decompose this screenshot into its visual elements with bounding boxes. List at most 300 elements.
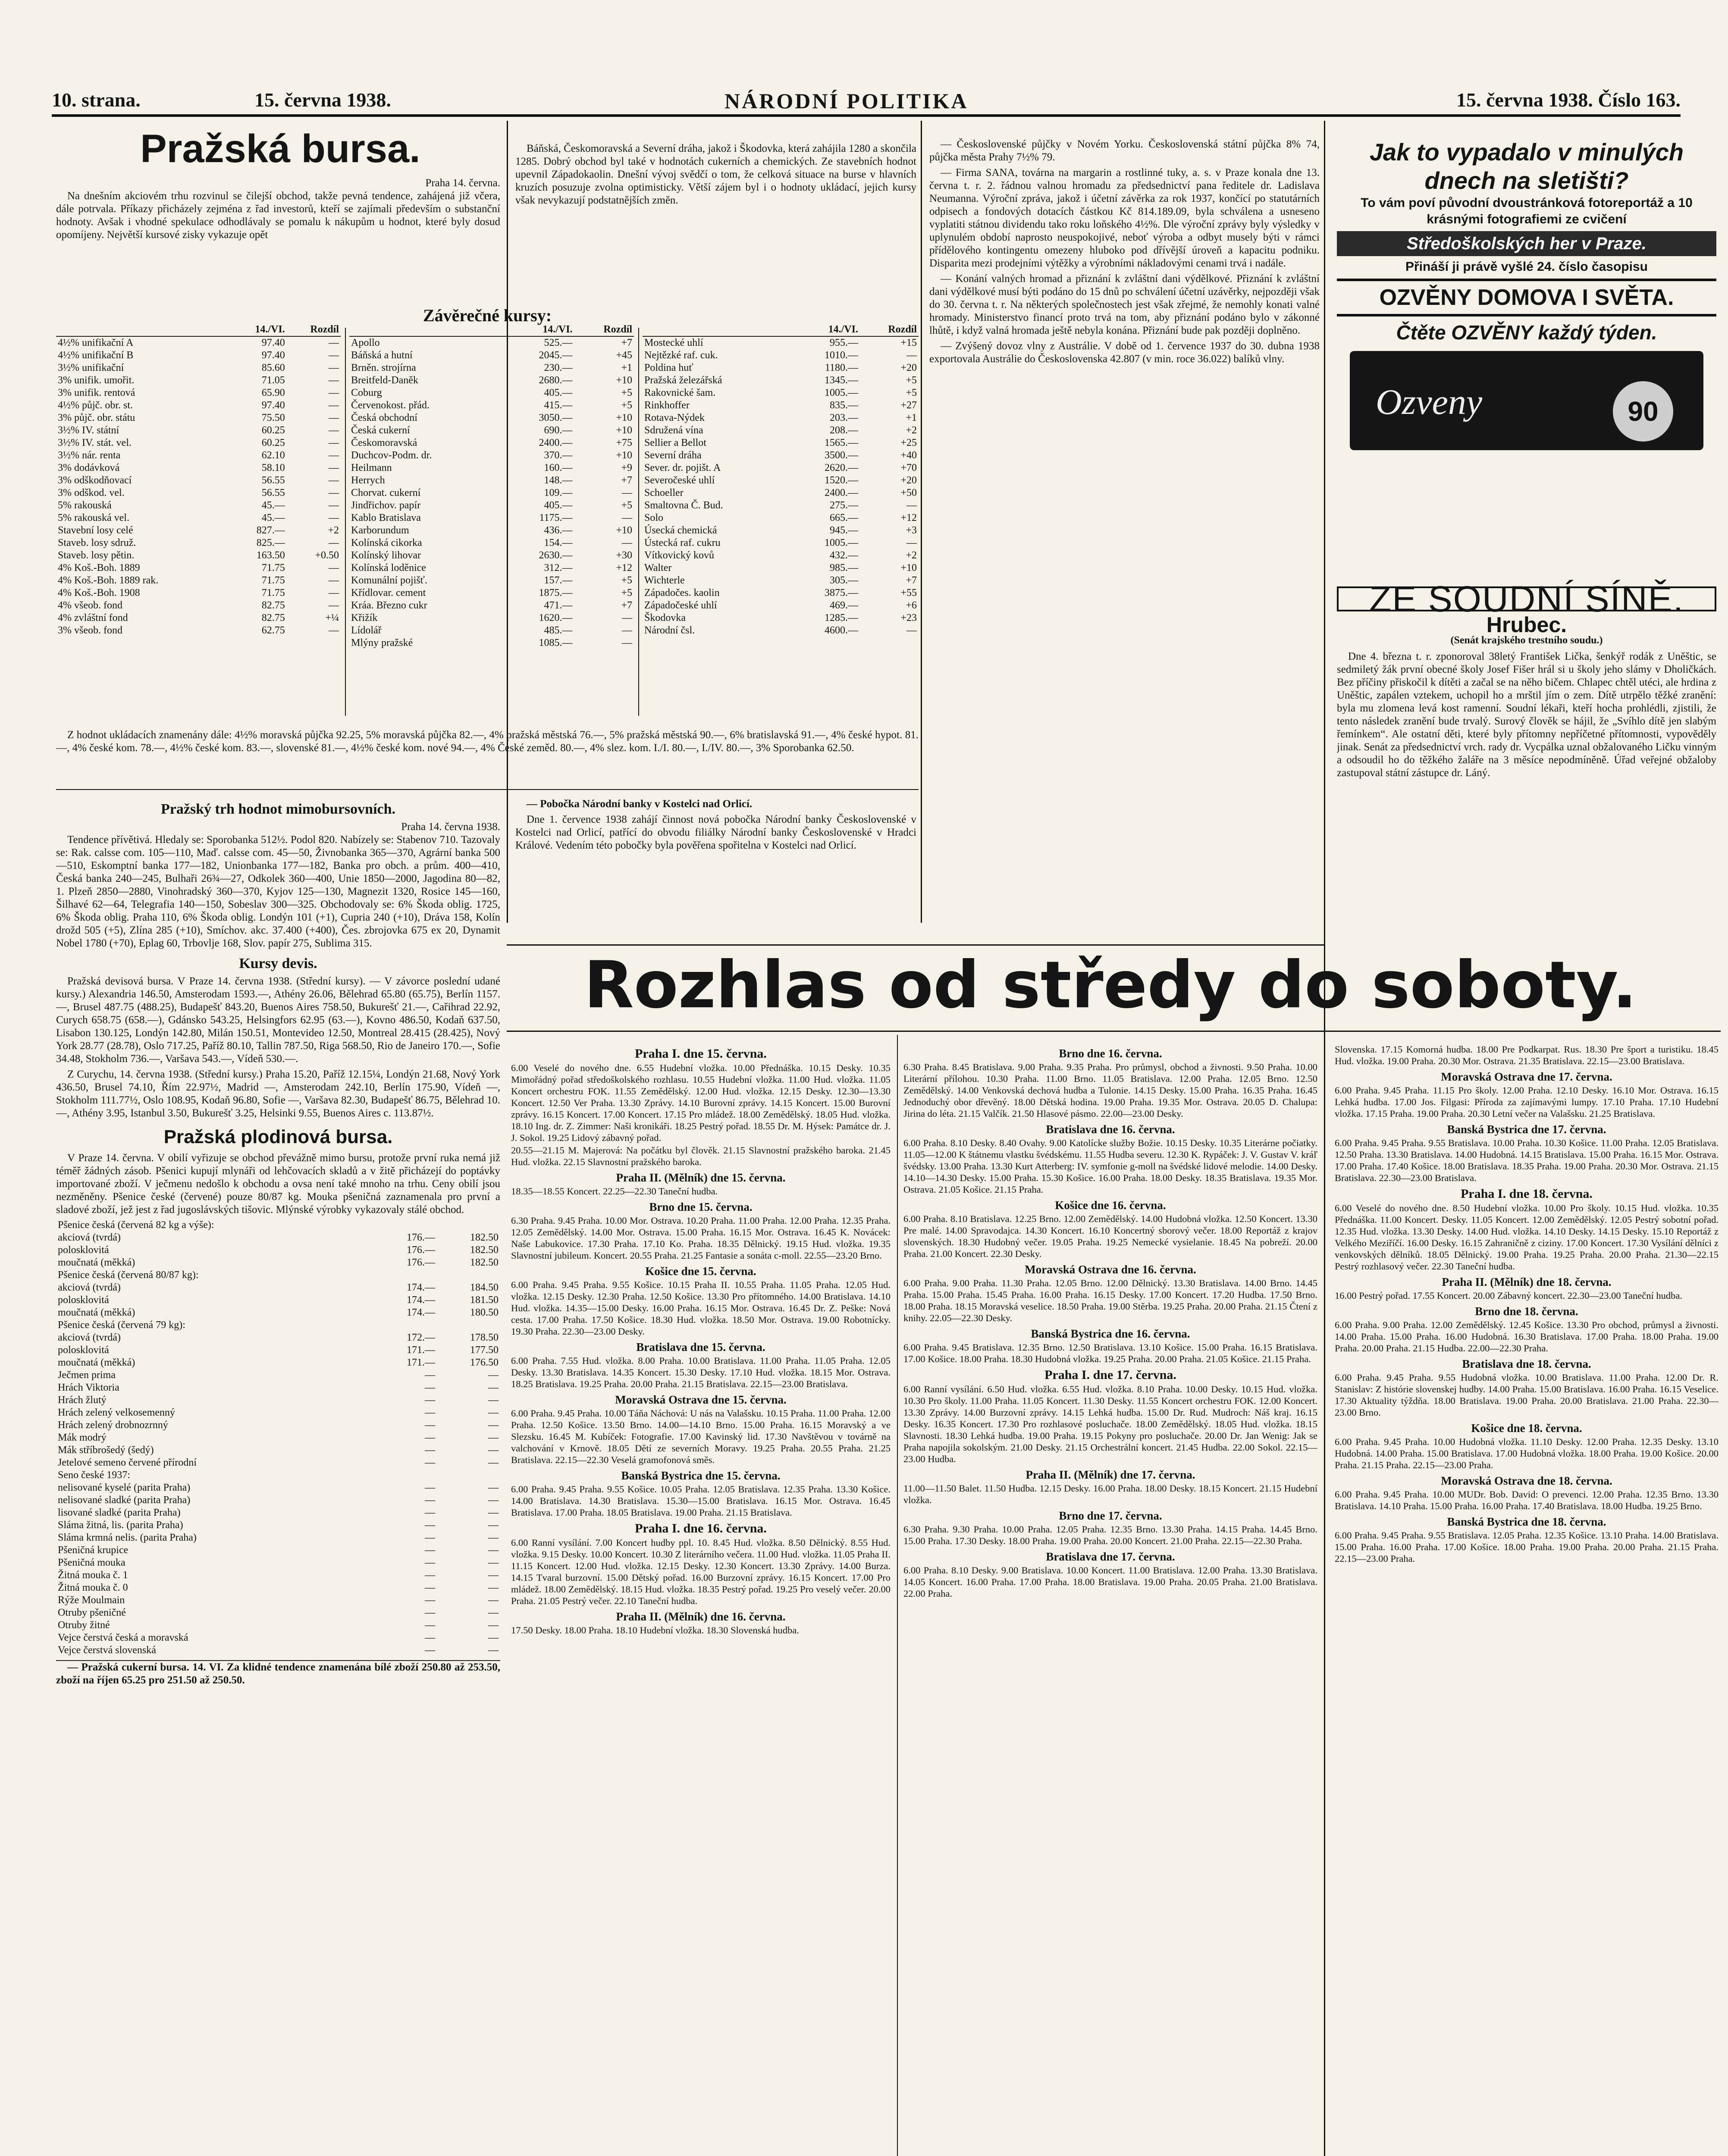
table-row bbox=[56, 612, 341, 624]
quote-value: 2045.— bbox=[539, 350, 573, 361]
bursa-intro bbox=[56, 177, 500, 302]
security-name: 3½% IV. stát. vel. bbox=[58, 437, 132, 448]
quote-value: 163.50 bbox=[256, 550, 285, 561]
quote-value: 174.— bbox=[406, 1282, 435, 1293]
radio-station-heading: Banská Bystrica dne 15. června. bbox=[621, 1469, 781, 1482]
security-name: Národní čsl. bbox=[644, 625, 695, 636]
radio-station-heading: Moravská Ostrava dne 16. června. bbox=[1025, 1263, 1196, 1276]
radio-station-heading: Bratislava dne 16. června. bbox=[1046, 1123, 1175, 1136]
quote-value: — bbox=[424, 1395, 435, 1406]
table-row bbox=[56, 1282, 500, 1294]
quote-value: 176.— bbox=[406, 1257, 435, 1268]
table-row bbox=[349, 499, 634, 512]
quote-value: 60.25 bbox=[261, 425, 285, 436]
table-row bbox=[349, 424, 634, 437]
security-name: Rinkhoffer bbox=[644, 400, 690, 411]
table-header-cell: Rozdíl bbox=[860, 323, 919, 336]
quote-value: 85.60 bbox=[261, 362, 285, 373]
mimobursovni-text: Tendence přívětivá. Hledaly se: Sporobanka 512½. Podol 820. Nabízely se: Stabenov 710. Tazovaly se: Rak. calsse com. 105—110, Maď. calsse com. 45—50, Živnobanka 365—370, Agrární banka 500—510, Eskomptní banka 177—182, Unionbanka 177—182, Banka pro obch. a prům. 400—410, Česká banka 240—245, Bulhaři 26¾—27, Odkolek 360—400, Unie 1850—2000, Jagodina 80—82, 1. Plzeň 2850—2880, Vinohradský 360—370, Kyjov 125—130, Magnezit 1320, Rosice 145—160, Šilhavé 62—64, Telegrafia 140—150, Sobeslav 300—325. Obchodovaly se: 6% Škoda oblig. 1725, 6% Škoda oblig. Praha 110, 6% Škoda oblig. Londýn 101 (+1), Cupria 240 (+10), Dráva 158, Kolín drožd 505 (+5), Zlína 285 (+10), Smíchov. akc. 37.400 (+400), Čes. zbrojovka 675 ex 20, Dynamit Nobel 1780 (+70), Eplag 60, Trbovlje 168, Slov. papír 275, Sublima 315. bbox=[56, 834, 500, 949]
bursa-note bbox=[56, 729, 919, 785]
table-row bbox=[56, 1357, 500, 1369]
security-name: polosklovitá bbox=[58, 1294, 109, 1306]
quote-value: +10 bbox=[616, 375, 632, 386]
quote-value: — bbox=[622, 625, 632, 636]
quote-value: 312.— bbox=[544, 562, 573, 573]
security-name: Škodovka bbox=[644, 612, 686, 624]
ozveny-advert bbox=[1337, 138, 1716, 457]
quote-value: 62.75 bbox=[261, 625, 285, 636]
table-row bbox=[643, 512, 919, 524]
quote-value: — bbox=[424, 1432, 435, 1443]
column-divider bbox=[1324, 121, 1325, 2156]
quote-value: 65.90 bbox=[261, 387, 285, 398]
radio-station-heading: Praha II. (Mělník) dne 15. června. bbox=[616, 1171, 786, 1184]
security-name: Česká obchodní bbox=[351, 412, 417, 423]
radio-program: 18.35—18.55 Koncert. 22.25—22.30 Taneční hudba. bbox=[511, 1186, 718, 1197]
radio-station-heading: Brno dne 18. června. bbox=[1475, 1305, 1578, 1318]
security-name: akciová (tvrdá) bbox=[58, 1232, 121, 1243]
quote-value bbox=[373, 1269, 437, 1282]
table-row bbox=[643, 437, 919, 449]
radio-station-heading: Brno dne 16. června. bbox=[1059, 1047, 1162, 1060]
table-row bbox=[643, 474, 919, 487]
quote-value: — bbox=[488, 1445, 499, 1456]
radio-column-2 bbox=[903, 1044, 1317, 2156]
quote-value: +23 bbox=[900, 612, 917, 624]
security-name: polosklovitá bbox=[58, 1344, 109, 1356]
bursa-intro-text: Na dnešním akciovém trhu rozvinul se čilejší obchod, takže pevná tendence, zahájená již včera, dále potrvala. Příkazy přicházely zejména z řad investorů, kteří se zajímali především o substanční hodnoty. Avšak i vhodné spekulace odhodlávaly se pomalu k nákupům u hodnot, které byly dosud opomíjeny. Největší kursové zisky vykazuje opět bbox=[56, 190, 500, 241]
table-row bbox=[56, 1594, 500, 1607]
table-row bbox=[56, 336, 341, 349]
quote-value: — bbox=[488, 1432, 499, 1443]
quote-value: — bbox=[488, 1395, 499, 1406]
table-row bbox=[56, 549, 341, 562]
radio-rule bbox=[507, 1031, 1721, 1032]
table-row bbox=[56, 412, 341, 424]
quote-value: — bbox=[329, 350, 339, 361]
security-name: Hrách zelený velkosemenný bbox=[58, 1407, 175, 1418]
quote-value: +10 bbox=[900, 562, 917, 573]
security-name: 4% Koš.-Boh. 1908 bbox=[58, 587, 140, 599]
quote-value: 56.55 bbox=[261, 475, 285, 486]
radio-program: 6.00 Praha. 9.45 Praha. 10.00 MUDr. Bob. David: O prevenci. 12.00 Praha. 12.35 Brno. 13.30 Bratislava. 14.10 Praha. 15.00 Praha. 16.00 Praha. 17.40 Bratislava. 18.00 Hudba. 19.25 Brno. bbox=[1335, 1489, 1719, 1511]
quote-value: 45.— bbox=[261, 500, 285, 511]
security-name: 3% dodávková bbox=[58, 462, 120, 473]
ozveny-logo: Ozveny bbox=[1376, 382, 1483, 422]
quote-value bbox=[437, 1469, 500, 1482]
quote-value: 835.— bbox=[829, 400, 858, 411]
table-row bbox=[349, 524, 634, 537]
radio-program: 6.00 Ranní vysílání. 6.50 Hud. vložka. 6.55 Hud. vložka. 8.10 Praha. 10.00 Desky. 10.15 Hud. vložka. 10.30 Pro školy. 11.00 Praha. 11.05 Koncert. 11.30 Desky. 11.55 Koncert orchestru FOK. 12.00 Koncert. 13.30 Zprávy. 14.00 Burzovní zprávy. 14.15 Lehká hudba. 15.00 Dr. Rud. Mudroch: Náš kraj. 16.15 Desky. 16.35 Koncert. 17.30 Pro rozhlasové posluchače. 18.00 Zemědělský. 18.05 Hud. vložka. 18.15 Slavnosti. 18.30 Lehká hudba. 19.00 Praha. 19.15 Pokyny pro posluchače. 20.00 Dr. Jan Wenig: Jak se Praha napojila sokolským. 21.00 Desky. 21.15 Orchestrální koncert. 21.45 Hudba. 22.00 Sokol. 22.15—23.00 Hudba. bbox=[903, 1384, 1317, 1464]
security-name: Lídolář bbox=[351, 625, 382, 636]
quote-value: — bbox=[488, 1532, 499, 1543]
table-header-cell: Rozdíl bbox=[574, 323, 634, 336]
quote-value: — bbox=[488, 1482, 499, 1493]
notice-pujcky: — Československé půjčky v Novém Yorku. Československá státní půjčka 8% 74, půjčka města Prahy 7½% 79. bbox=[929, 138, 1320, 163]
bursa-intro-2 bbox=[515, 142, 916, 302]
table-row bbox=[349, 462, 634, 474]
quote-value: 58.10 bbox=[261, 462, 285, 473]
quote-value: +12 bbox=[900, 512, 917, 523]
radio-program: 6.00 Praha. 9.45 Praha. 11.15 Pro školy. 12.00 Praha. 12.10 Desky. 16.10 Mor. Ostrava. 16.15 Lehká hudba. 17.00 Jos. Filgasi: Příroda za zajímavými lumpy. 17.10 Praha. 17.10 Hudební vložka. 17.15 Praha. 19.00 Praha. 20.30 Letní večer na Valašsku. 21.25 Bratislava. bbox=[1335, 1085, 1719, 1119]
quote-value: 3875.— bbox=[824, 587, 858, 599]
quote-value: — bbox=[488, 1595, 499, 1606]
quote-value: — bbox=[329, 600, 339, 611]
security-name: Sláma krmná nelis. (parita Praha) bbox=[58, 1532, 197, 1543]
table-row bbox=[349, 512, 634, 524]
quote-value: +10 bbox=[616, 425, 632, 436]
radio-program: 6.00 Praha. 9.45 Praha. 9.55 Hudobná vložka. 10.00 Bratislava. 11.00 Praha. 12.00 Dr. R. Stanislav: Z histórie slovenskej hudby. 14.00 Praha. 15.00 Bratislava. 16.00 Praha. 16.15 Veselice. 17.30 Aktuality týždňa. 18.00 Bratislava. 19.00 Praha. 20.00 Bratislava. 21.00 Praha. 22.30—23.00 Brno. bbox=[1335, 1372, 1719, 1418]
table-row bbox=[349, 412, 634, 424]
quote-value: +30 bbox=[616, 550, 632, 561]
pobocka-article bbox=[515, 798, 916, 936]
quote-value: — bbox=[906, 537, 917, 548]
security-name: Kolínská loděnice bbox=[351, 562, 426, 573]
quote-value: 3500.— bbox=[824, 450, 858, 461]
bursa-dateline: Praha 14. června. bbox=[425, 177, 500, 189]
radio-station-heading: Moravská Ostrava dne 17. června. bbox=[1441, 1070, 1612, 1083]
table-row bbox=[56, 1482, 500, 1494]
quote-value: 2400.— bbox=[539, 437, 573, 448]
table-row bbox=[643, 487, 919, 499]
table-row bbox=[349, 387, 634, 399]
table-row bbox=[56, 1419, 500, 1432]
security-name: Wichterle bbox=[644, 575, 685, 586]
security-name: Poldina huť bbox=[644, 362, 693, 373]
ad-magazine-name: OZVĚNY DOMOVA I SVĚTA. bbox=[1337, 279, 1716, 317]
quote-value: 203.— bbox=[829, 412, 858, 423]
quote-value: 45.— bbox=[261, 512, 285, 523]
header-date-issue: 15. června 1938. Číslo 163. bbox=[1456, 89, 1681, 111]
quote-value: 60.25 bbox=[261, 437, 285, 448]
table-row bbox=[643, 562, 919, 574]
quote-value: 82.75 bbox=[261, 612, 285, 624]
quote-value: +5 bbox=[906, 375, 917, 386]
quote-value: — bbox=[329, 387, 339, 398]
quote-value: 148.— bbox=[544, 475, 573, 486]
security-name: Báňská a hutní bbox=[351, 350, 413, 361]
ad-question: Jak to vypadalo v minulých dnech na sletišti? bbox=[1369, 138, 1684, 194]
security-name: 5% rakouská vel. bbox=[58, 512, 129, 523]
quote-value: — bbox=[488, 1520, 499, 1531]
quote-value: — bbox=[424, 1595, 435, 1606]
table-row bbox=[56, 399, 341, 412]
cukerni-bursa: — Pražská cukerní bursa. 14. VI. Za klidné tendence znamenána bílé zboží 250.80 až 253.50, zboží na říjen 65.25 pro 251.50 až 250.50. bbox=[56, 1661, 500, 1686]
security-name: Českomoravská bbox=[351, 437, 417, 448]
table-row bbox=[56, 1407, 500, 1419]
table-header-cell bbox=[643, 323, 792, 336]
price-badge: 90 bbox=[1613, 381, 1673, 442]
quote-value: 471.— bbox=[544, 600, 573, 611]
table-row bbox=[349, 549, 634, 562]
security-name: nelisované sladké (parita Praha) bbox=[58, 1495, 191, 1506]
security-name: polosklovitá bbox=[58, 1244, 109, 1256]
security-name: Křižík bbox=[351, 612, 378, 624]
radio-column-1 bbox=[511, 1044, 891, 2156]
quote-value: — bbox=[622, 512, 632, 523]
quote-value: 174.— bbox=[406, 1307, 435, 1318]
security-name: Pražská železářská bbox=[644, 375, 722, 386]
quote-value: 985.— bbox=[829, 562, 858, 573]
quote-value: — bbox=[329, 500, 339, 511]
radio-program: 6.00 Praha. 9.45 Praha. 9.55 Bratislava. 10.00 Praha. 10.30 Košice. 11.00 Praha. 12.05 Bratislava. 12.50 Praha. 13.30 Bratislava. 14.00 Hudobná. 14.15 Bratislava. 15.00 Praha. 16.15 Mor. Ostrava. 17.00 Praha. 17.40 Košice. 18.00 Bratislava. 18.35 Praha. 19.00 Praha. 20.30 Mor. Ostrava. 21.15 Bratislava. 22.30—23.00 Bratislava. bbox=[1335, 1138, 1719, 1183]
security-name: moučnatá (měkká) bbox=[58, 1357, 135, 1368]
table-row bbox=[56, 1394, 500, 1407]
security-name: Hrách zelený drobnozrnný bbox=[58, 1420, 168, 1431]
quote-value: +2 bbox=[906, 550, 917, 561]
quote-value: — bbox=[329, 475, 339, 486]
radio-program: 6.00 Praha. 9.45 Praha. 9.55 Bratislava. 12.05 Praha. 12.35 Košice. 13.10 Praha. 14.00 Bratislava. 15.00 Praha. 16.00 Praha. 17.00 Košice. 18.00 Praha. 19.00 Praha. 20.00 Praha. 21.15 Praha. 22.15—23.00 Praha. bbox=[1335, 1530, 1719, 1564]
security-name: Sellier a Bellot bbox=[644, 437, 706, 448]
security-name: Pšenice česká (červená 80/87 kg): bbox=[58, 1269, 199, 1281]
quote-value: 2680.— bbox=[539, 375, 573, 386]
radio-program: 6.00 Praha. 9.45 Praha. 10.00 Hudobná vložka. 11.10 Desky. 12.00 Praha. 12.35 Desky. 13.10 Hudobná. 14.00 Praha. 15.00 Bratislava. 17.00 Hudobná vložka. 18.00 Praha. 19.00 Košice. 20.00 Praha. 21.15 Praha. 22.15—23.00 Praha. bbox=[1335, 1436, 1719, 1470]
table-row bbox=[56, 1257, 500, 1269]
security-name: Stavební losy celé bbox=[58, 525, 133, 536]
table-row bbox=[56, 1269, 500, 1282]
quote-value: +7 bbox=[621, 475, 632, 486]
court-title: ZE SOUDNÍ SÍNĚ. bbox=[1369, 579, 1684, 619]
table-row bbox=[56, 1519, 500, 1532]
security-name: Kolínský lihovar bbox=[351, 550, 421, 561]
quote-value: +5 bbox=[621, 575, 632, 586]
security-name: 3½% unifikační bbox=[58, 362, 124, 373]
quote-value: 305.— bbox=[829, 575, 858, 586]
table-row bbox=[349, 349, 634, 362]
table-row bbox=[643, 549, 919, 562]
quote-value: 181.50 bbox=[470, 1294, 499, 1306]
radio-program: 6.00 Veselé do nového dne. 6.55 Hudební vložka. 10.00 Přednáška. 10.15 Desky. 10.35 Mimořádný pořad středoškolského rozhlasu. 10.55 Hudební vložka. 11.00 Hud. vložka. 11.05 Koncert orchestru FOK. 11.55 Zemědělský. 12.00 Hud. vložka. 12.15 Desky. 12.30—13.30 Koncert. 12.50 Ver Praha. 13.30 Zprávy. 14.10 Burovní zprávy. 14.15 Koncert. 15.00 Burovní zprávy. 16.15 Koncert. 17.00 Koncert. 17.15 Pro mládež. 18.00 Zemědělský. 18.05 Hud. vložka. 18.10 Ing. dr. Z. Zimmer: Naši kronikáři. 18.25 Pestrý pořad. 18.55 Dr. M. Hýsek: Památce dr. J. J. Sokol. 19.25 Lidový zábavný pořad. bbox=[511, 1062, 891, 1143]
quote-value: 3050.— bbox=[539, 412, 573, 423]
security-name: Duchcov-Podm. dr. bbox=[351, 450, 432, 461]
table-row bbox=[349, 474, 634, 487]
quote-value: — bbox=[906, 500, 917, 511]
quote-value: — bbox=[488, 1407, 499, 1418]
quotes-table bbox=[349, 323, 634, 649]
quote-value: — bbox=[424, 1495, 435, 1506]
table-row bbox=[56, 349, 341, 362]
quote-value: 436.— bbox=[544, 525, 573, 536]
radio-program: 6.00 Praha. 9.45 Praha. 9.55 Košice. 10.15 Praha II. 10.55 Praha. 11.05 Praha. 12.05 Hud. vložka. 12.15 Desky. 12.30 Praha. 12.50 Košice. 13.30 Pro přítomného. 14.00 Bratislava. 14.10 Hud. vložka. 14.35—15.00 Desky. 16.00 Praha. 16.15 Mor. Ostrava. 16.45 Dr. Z. Peške: Nová cesta. 17.00 Praha. 17.50 Košice. 18.30 Hud. vložka. 18.50 Mor. Ostrava. 19.00 Robotnícky. 19.30 Praha. 22.30—23.00 Desky. bbox=[511, 1279, 891, 1337]
table-row bbox=[56, 387, 341, 399]
zaver-title: Závěrečné kursy: bbox=[423, 306, 552, 325]
quote-value bbox=[437, 1269, 500, 1282]
quote-value: — bbox=[488, 1507, 499, 1518]
quote-value: 1005.— bbox=[824, 387, 858, 398]
quote-value: 71.75 bbox=[261, 562, 285, 573]
security-name: Žitná mouka č. 0 bbox=[58, 1582, 128, 1593]
quote-value: +7 bbox=[621, 600, 632, 611]
table-header-cell: 14./VI. bbox=[231, 323, 287, 336]
radio-program: 20.55—21.15 M. Majerová: Na počátku byl člověk. 21.15 Slavnostní pražského baroka. 21.45 Hud. vložka. 22.15 Slavnostní pražského baroka. bbox=[511, 1145, 891, 1167]
devisy-text-2: Z Curychu, 14. června 1938. (Střední kursy.) Praha 15.20, Paříž 12.15¼, Londýn 21.68, Nový York 436.50, Brusel 74.10, Řím 22.97½, Madrid —, Amsterodam 242.10, Berlín 175.90, Vídeň —, Stokholm 111.77½, Oslo 108.95, Kodaň 96.80, Sofie —, Varšava 82.30, Budapešť 86.75, Bělehrad 10.—, Athény 3.95, Istanbul 3.50, Bukurešť 3.25, Helsinki 9.55, Buenos Aires c. 113.87½. bbox=[56, 1069, 500, 1119]
security-name: 4½% půjč. obr. st. bbox=[58, 400, 133, 411]
quote-value: 1005.— bbox=[824, 537, 858, 548]
security-name: 3% půjč. obr. státu bbox=[58, 412, 135, 423]
radio-station-heading: Bratislava dne 18. června. bbox=[1462, 1357, 1591, 1370]
notice-vlna: — Zvýšený dovoz vlny z Austrálie. V době od 1. července 1937 do 30. dubna 1938 exportovala Austrálie do Československa 42.807 (v min. roce 36.022) balíků vlny. bbox=[929, 340, 1320, 365]
security-name: 3% odškodňovací bbox=[58, 475, 132, 486]
quote-value: 176.— bbox=[406, 1244, 435, 1256]
pobocka-text: Dne 1. července 1938 zahájí činnost nová pobočka Národní banky Československé v Kostelci nad Orlicí, patřící do obvodu filiálky Národní banky Československé v Hradci Králové. Vedením této pobočky byla pověřena spořitelna v Kostelci nad Orlicí. bbox=[515, 814, 916, 851]
security-name: Pšeničná mouka bbox=[58, 1557, 125, 1568]
table-row bbox=[643, 449, 919, 462]
quote-value: — bbox=[622, 537, 632, 548]
quote-value: 160.— bbox=[544, 462, 573, 473]
court-column bbox=[1337, 569, 1716, 940]
quote-value: 177.50 bbox=[470, 1344, 499, 1356]
quote-value: — bbox=[329, 487, 339, 498]
quote-value: 1620.— bbox=[539, 612, 573, 624]
security-name: Vejce čerstvá slovenská bbox=[58, 1645, 156, 1656]
quote-value: +5 bbox=[621, 500, 632, 511]
quote-value: 172.— bbox=[406, 1332, 435, 1343]
radio-station-heading: Praha II. (Mělník) dne 16. června. bbox=[616, 1610, 786, 1623]
table-header-cell bbox=[349, 323, 505, 336]
radio-station-heading: Košice dne 16. června. bbox=[1055, 1199, 1166, 1212]
radio-station-heading: Bratislava dne 15. června. bbox=[636, 1341, 765, 1354]
quote-value: 432.— bbox=[829, 550, 858, 561]
quote-value: 485.— bbox=[544, 625, 573, 636]
radio-day-heading: Praha I. dne 16. června. bbox=[635, 1521, 767, 1536]
quote-value: — bbox=[424, 1632, 435, 1643]
quote-value: — bbox=[424, 1520, 435, 1531]
quote-value: 1085.— bbox=[539, 637, 573, 649]
quote-value: — bbox=[488, 1495, 499, 1506]
quote-value: 230.— bbox=[544, 362, 573, 373]
quote-value: +2 bbox=[328, 525, 339, 536]
security-name: Rakovnické šam. bbox=[644, 387, 716, 398]
table-row bbox=[56, 1232, 500, 1244]
quote-value: 955.— bbox=[829, 337, 858, 348]
security-name: Pšenice česká (červená 82 kg a výše): bbox=[58, 1219, 214, 1231]
quote-value: — bbox=[424, 1382, 435, 1393]
table-row bbox=[56, 499, 341, 512]
table-row bbox=[56, 1507, 500, 1519]
radio-program: 6.00 Praha. 9.00 Praha. 11.30 Praha. 12.05 Brno. 12.00 Dělnický. 13.30 Bratislava. 14.00 Brno. 14.45 Praha. 15.00 Praha. 15.45 Praha. 16.00 Praha. 16.15 Desky. 17.00 Koncert. 17.20 Hudba. 17.50 Brno. 18.00 Praha. 18.15 Moravská veselice. 18.50 Praha. 19.00 Stěrba. 19.25 Praha. 20.00 Praha. 21.15 Čtení z knihy. 22.05—22.30 Desky. bbox=[903, 1278, 1317, 1323]
plodinova-title: Pražská plodinová bursa. bbox=[163, 1126, 393, 1147]
quote-value: — bbox=[622, 612, 632, 624]
table-header-cell: Rozdíl bbox=[287, 323, 341, 336]
table-row bbox=[349, 374, 634, 387]
quote-value: +10 bbox=[616, 412, 632, 423]
quote-value: 176.50 bbox=[470, 1357, 499, 1368]
radio-station-heading: Praha II. (Mělník) dne 17. června. bbox=[1026, 1468, 1195, 1481]
table-row bbox=[643, 524, 919, 537]
quote-value: 178.50 bbox=[470, 1332, 499, 1343]
quote-value: 665.— bbox=[829, 512, 858, 523]
table-row bbox=[56, 1344, 500, 1357]
devisy-text: Pražská devisová bursa. V Praze 14. června 1938. (Střední kursy). — V závorce poslední udané kursy.) Alexandria 146.50, Amsterodam 1593.—, Athény 26.06, Bělehrad 65.80 (65.75), Berlín 1157.—, Brusel 487.75 (488.25), Budapešť 843.20, Buenos Aires 758.50, Bukurešť 21.—, Cařihrad 22.92, Curych 658.75 (658.—), Gdánsko 543.25, Helsingfors 62.95 (63.—), Kovno 486.50, Kodaň 637.50, Lisabon 130.125, Londýn 142.80, Milán 150.51, Montevideo 12.50, Montreal 28.415 (28.425), Nový York 28.77 (28.78), Oslo 717.25, Paříž 80.10, Tallin 787.50, Riga 568.50, Rio de Janeiro 170.—, Sofie 34.48, Stokholm 736.—, Varšava 543.—, Vídeň 530.—. bbox=[56, 975, 500, 1065]
radio-day-heading: Praha I. dne 18. června. bbox=[1461, 1187, 1593, 1201]
security-name: Jindřichov. papír bbox=[351, 500, 421, 511]
radio-station-heading: Košice dne 15. června. bbox=[645, 1265, 756, 1278]
table-row bbox=[56, 574, 341, 587]
table-row bbox=[56, 1644, 500, 1657]
notice-valne-hromady: — Konání valných hromad a přiznání k zvláštní dani výdělkové. Přiznání k zvláštní dani výdělkové musí býti podáno do 15 dnů po schválení účetní uzávěrky, nejpozději však do 30. června t. r. Na některých společnostech jest však zřejmé, že nemohly konati valné hromady. Ministerstvo financí proto trvá na tom, aby přiznání podáno bylo v zákonné lhůtě, i když valná hromada ještě nebyla konána. Přiznání bude pak později doplněno. bbox=[929, 273, 1320, 336]
table-row bbox=[56, 1319, 500, 1332]
table-row bbox=[56, 587, 341, 599]
table-row bbox=[56, 1457, 500, 1469]
security-name: Hrách žlutý bbox=[58, 1395, 107, 1406]
table-row bbox=[56, 537, 341, 549]
quote-value: +5 bbox=[906, 387, 917, 398]
security-name: Sdružená vína bbox=[644, 425, 703, 436]
security-name: Chorvat. cukerní bbox=[351, 487, 421, 498]
quote-value: — bbox=[488, 1369, 499, 1381]
quote-value: 469.— bbox=[829, 600, 858, 611]
quote-value: +0.50 bbox=[315, 550, 339, 561]
table-row bbox=[643, 574, 919, 587]
pobocka-title: — Pobočka Národní banky v Kostelci nad Orlicí. bbox=[527, 798, 753, 810]
quote-value: 370.— bbox=[544, 450, 573, 461]
radio-program: 6.00 Praha. 8.10 Desky. 9.00 Bratislava. 10.00 Koncert. 11.00 Bratislava. 12.00 Praha. 13.30 Bratislava. 14.05 Koncert. 16.00 Praha. 17.00 Praha. 18.00 Bratislava. 19.00 Praha. 20.05 Praha. 21.00 Bratislava. 22.00 Praha. bbox=[903, 1565, 1317, 1599]
quote-value: 4600.— bbox=[824, 625, 858, 636]
mimobursovni-dateline: Praha 14. června 1938. bbox=[401, 821, 500, 833]
security-name: Herrych bbox=[351, 475, 385, 486]
quote-value: — bbox=[488, 1620, 499, 1631]
radio-program: 6.30 Praha. 9.30 Praha. 10.00 Praha. 12.05 Praha. 12.35 Brno. 13.30 Praha. 14.15 Praha. 14.45 Brno. 15.00 Praha. 17.30 Desky. 18.00 Praha. 19.00 Praha. 20.00 Koncert. 21.00 Praha. 22.15—22.30 Praha. bbox=[903, 1524, 1317, 1546]
quote-value: 97.40 bbox=[261, 350, 285, 361]
security-name: Hrách Viktoria bbox=[58, 1382, 119, 1393]
section-rule bbox=[56, 789, 919, 790]
table-row bbox=[643, 362, 919, 374]
security-name: Karborundum bbox=[351, 525, 409, 536]
quote-value: +6 bbox=[906, 600, 917, 611]
quote-value: — bbox=[424, 1582, 435, 1593]
quote-value: 275.— bbox=[829, 500, 858, 511]
quote-value: — bbox=[424, 1420, 435, 1431]
security-name: Žitná mouka č. 1 bbox=[58, 1570, 128, 1581]
table-row bbox=[56, 1294, 500, 1307]
quote-value: — bbox=[329, 437, 339, 448]
quote-value: 109.— bbox=[544, 487, 573, 498]
table-row bbox=[349, 599, 634, 612]
quote-value: — bbox=[329, 462, 339, 473]
radio-station-heading: Košice dne 18. června. bbox=[1471, 1422, 1582, 1435]
left-column-lower bbox=[56, 796, 500, 2156]
security-name: Ječmen prima bbox=[58, 1369, 116, 1381]
table-row bbox=[643, 424, 919, 437]
quote-value: — bbox=[488, 1557, 499, 1568]
table-row bbox=[349, 437, 634, 449]
security-name: 3% odškod. vel. bbox=[58, 487, 125, 498]
radio-station-heading: Brno dne 15. června. bbox=[649, 1200, 753, 1213]
table-row bbox=[643, 537, 919, 549]
table-divider bbox=[638, 328, 639, 716]
quote-value: — bbox=[424, 1607, 435, 1618]
quote-value: 1345.— bbox=[824, 375, 858, 386]
table-row bbox=[56, 1219, 500, 1232]
quote-value: — bbox=[424, 1407, 435, 1418]
quote-value: — bbox=[622, 487, 632, 498]
plodiny-table bbox=[56, 1219, 500, 1657]
security-name: moučnatá (měkká) bbox=[58, 1307, 135, 1318]
quote-value: 2620.— bbox=[824, 462, 858, 473]
quote-value: — bbox=[329, 575, 339, 586]
radio-program: 6.00 Praha. 7.55 Hud. vložka. 8.00 Praha. 10.00 Bratislava. 11.00 Praha. 11.05 Praha. 12.05 Desky. 13.30 Bratislava. 14.35 Koncert. 15.30 Desky. 17.10 Hud. vložka. 18.15 Mor. Ostrava. 18.25 Bratislava. 19.25 Praha. 20.00 Praha. 21.15 Bratislava. 22.15—23.00 Bratislava. bbox=[511, 1355, 891, 1389]
table-row bbox=[643, 462, 919, 474]
ad-slogan: Čtěte OZVĚNY každý týden. bbox=[1396, 321, 1657, 344]
quotes-table-c bbox=[643, 323, 919, 746]
quote-value: — bbox=[906, 350, 917, 361]
quote-value: — bbox=[329, 412, 339, 423]
quote-value: 97.40 bbox=[261, 337, 285, 348]
security-name: 3% všeob. fond bbox=[58, 625, 122, 636]
quote-value: — bbox=[488, 1457, 499, 1468]
radio-program: 17.50 Desky. 18.00 Praha. 18.10 Hudební vložka. 18.30 Slovenská hudba. bbox=[511, 1625, 799, 1636]
quote-value: — bbox=[424, 1557, 435, 1568]
